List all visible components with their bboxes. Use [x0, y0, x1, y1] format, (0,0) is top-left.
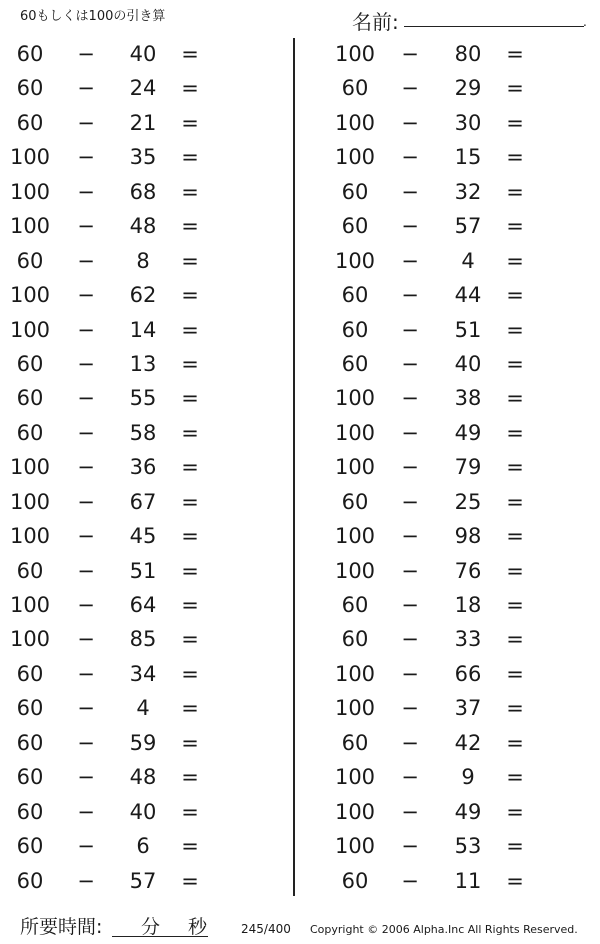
equals-sign: = [506, 386, 524, 411]
copyright-text: Copyright © 2006 Alpha.Inc All Rights Reserved. [310, 923, 578, 936]
subtrahend: 49 [454, 420, 482, 445]
equals-sign: = [506, 834, 524, 859]
seconds-label: 秒 [188, 916, 208, 938]
minus-sign: − [401, 248, 419, 273]
subtrahend: 9 [461, 765, 475, 790]
minus-sign: − [401, 799, 419, 824]
subtrahend: 4 [461, 248, 475, 273]
equals-sign: = [181, 179, 199, 204]
minus-sign: − [401, 593, 419, 617]
equals-sign: = [506, 627, 524, 652]
minuend: 100 [9, 593, 51, 617]
subtrahend: 25 [454, 489, 482, 514]
subtrahend: 42 [454, 730, 482, 755]
subtrahend: 55 [129, 386, 157, 411]
minuend: 60 [341, 351, 369, 376]
minus-sign: − [401, 627, 419, 652]
minuend: 100 [334, 145, 376, 170]
subtrahend: 64 [129, 593, 157, 617]
minuend: 60 [16, 661, 44, 686]
minuend: 60 [341, 593, 369, 617]
minus-sign: − [401, 214, 419, 239]
minuend: 100 [334, 765, 376, 790]
equals-sign: = [181, 42, 199, 66]
minuend: 100 [9, 283, 51, 308]
subtrahend: 51 [454, 317, 482, 342]
minuend: 60 [16, 868, 44, 893]
minuend: 60 [16, 765, 44, 790]
minus-sign: − [77, 248, 95, 273]
minuend: 60 [16, 696, 44, 721]
minus-sign: − [77, 351, 95, 376]
page-count: 245/400 [241, 922, 291, 936]
minus-sign: − [401, 524, 419, 549]
subtrahend: 49 [454, 799, 482, 824]
subtrahend: 57 [129, 868, 157, 893]
equals-sign: = [506, 524, 524, 549]
subtrahend: 48 [129, 765, 157, 790]
minus-sign: − [77, 765, 95, 790]
equals-sign: = [181, 76, 199, 101]
subtrahend: 76 [454, 558, 482, 583]
minuend: 60 [16, 799, 44, 824]
equals-sign: = [181, 283, 199, 308]
name-field-line[interactable] [404, 26, 584, 27]
minuend: 100 [9, 627, 51, 652]
minuend: 100 [334, 42, 376, 66]
minuend: 100 [9, 145, 51, 170]
subtrahend: 79 [454, 455, 482, 480]
worksheet-title: 60もしくは100の引き算 [20, 9, 166, 24]
minuend: 60 [341, 214, 369, 239]
subtrahend: 53 [454, 834, 482, 859]
minuend: 100 [334, 834, 376, 859]
minus-sign: − [77, 283, 95, 308]
subtrahend: 32 [454, 179, 482, 204]
equals-sign: = [506, 593, 524, 617]
footer [0, 912, 600, 944]
minus-sign: − [77, 42, 95, 66]
equals-sign: = [181, 455, 199, 480]
minus-sign: − [77, 661, 95, 686]
subtrahend: 59 [129, 730, 157, 755]
minus-sign: − [77, 799, 95, 824]
subtrahend: 38 [454, 386, 482, 411]
equals-sign: = [506, 868, 524, 893]
minus-sign: − [401, 386, 419, 411]
minuend: 60 [16, 730, 44, 755]
time-label: 所要時間: [20, 916, 103, 938]
subtrahend: 4 [136, 696, 150, 721]
minus-sign: − [77, 386, 95, 411]
equals-sign: = [506, 145, 524, 170]
minuend: 60 [16, 248, 44, 273]
equals-sign: = [506, 351, 524, 376]
minuend: 100 [334, 420, 376, 445]
minuend: 60 [341, 868, 369, 893]
minus-sign: − [401, 455, 419, 480]
minus-sign: − [401, 834, 419, 859]
minuend: 60 [341, 76, 369, 101]
equals-sign: = [506, 799, 524, 824]
minus-sign: − [401, 283, 419, 308]
minus-sign: − [77, 110, 95, 135]
minuend: 100 [334, 248, 376, 273]
equals-sign: = [181, 765, 199, 790]
minuend: 60 [341, 317, 369, 342]
minuend: 100 [334, 558, 376, 583]
subtrahend: 45 [129, 524, 157, 549]
equals-sign: = [181, 799, 199, 824]
minuend: 100 [334, 661, 376, 686]
subtrahend: 35 [129, 145, 157, 170]
minus-sign: − [401, 661, 419, 686]
subtrahend: 68 [129, 179, 157, 204]
minus-sign: − [77, 317, 95, 342]
minuend: 60 [16, 386, 44, 411]
minus-sign: − [401, 765, 419, 790]
equals-sign: = [181, 420, 199, 445]
equals-sign: = [181, 868, 199, 893]
minuend: 60 [341, 627, 369, 652]
equals-sign: = [181, 627, 199, 652]
subtrahend: 29 [454, 76, 482, 101]
subtrahend: 37 [454, 696, 482, 721]
minuend: 100 [334, 524, 376, 549]
minuend: 100 [334, 455, 376, 480]
subtrahend: 57 [454, 214, 482, 239]
equals-sign: = [506, 283, 524, 308]
minus-sign: − [401, 110, 419, 135]
minus-sign: − [401, 145, 419, 170]
minuend: 100 [9, 455, 51, 480]
minus-sign: − [77, 558, 95, 583]
minus-sign: − [77, 76, 95, 101]
minuend: 60 [16, 42, 44, 66]
minuend: 100 [9, 489, 51, 514]
minuend: 100 [334, 110, 376, 135]
equals-sign: = [506, 76, 524, 101]
subtrahend: 44 [454, 283, 482, 308]
equals-sign: = [181, 351, 199, 376]
subtrahend: 85 [129, 627, 157, 652]
minus-sign: − [401, 489, 419, 514]
subtrahend: 62 [129, 283, 157, 308]
minus-sign: − [401, 351, 419, 376]
equals-sign: = [506, 696, 524, 721]
minus-sign: − [77, 489, 95, 514]
minus-sign: − [77, 524, 95, 549]
minus-sign: − [401, 76, 419, 101]
subtrahend: 18 [454, 593, 482, 617]
minus-sign: − [401, 317, 419, 342]
equals-sign: = [506, 765, 524, 790]
subtrahend: 40 [129, 799, 157, 824]
equals-sign: = [181, 730, 199, 755]
subtrahend: 67 [129, 489, 157, 514]
minus-sign: − [77, 593, 95, 617]
minus-sign: − [401, 696, 419, 721]
equals-sign: = [506, 110, 524, 135]
equals-sign: = [506, 317, 524, 342]
equals-sign: = [181, 110, 199, 135]
subtrahend: 21 [129, 110, 157, 135]
equals-sign: = [181, 661, 199, 686]
equals-sign: = [506, 489, 524, 514]
minus-sign: − [77, 179, 95, 204]
subtrahend: 58 [129, 420, 157, 445]
minuend: 60 [341, 489, 369, 514]
subtrahend: 8 [136, 248, 150, 273]
minus-sign: − [77, 214, 95, 239]
subtrahend: 40 [129, 42, 157, 66]
minus-sign: − [77, 420, 95, 445]
equals-sign: = [506, 420, 524, 445]
minus-sign: − [401, 42, 419, 66]
equals-sign: = [181, 524, 199, 549]
minuend: 100 [9, 524, 51, 549]
minuend: 100 [9, 179, 51, 204]
equals-sign: = [181, 317, 199, 342]
minuend: 60 [16, 76, 44, 101]
minus-sign: − [77, 696, 95, 721]
minus-sign: − [77, 145, 95, 170]
column-divider [293, 38, 295, 896]
subtrahend: 11 [454, 868, 482, 893]
minuend: 60 [341, 730, 369, 755]
equals-sign: = [506, 248, 524, 273]
minus-sign: − [401, 179, 419, 204]
equals-sign: = [506, 42, 524, 66]
equals-sign: = [506, 661, 524, 686]
equals-sign: = [506, 558, 524, 583]
minus-sign: − [77, 730, 95, 755]
minuend: 60 [16, 834, 44, 859]
subtrahend: 6 [136, 834, 150, 859]
equals-sign: = [181, 834, 199, 859]
subtrahend: 40 [454, 351, 482, 376]
minutes-label: 分 [141, 916, 161, 938]
minus-sign: − [77, 455, 95, 480]
minuend: 60 [16, 558, 44, 583]
minuend: 60 [341, 283, 369, 308]
minuend: 100 [334, 386, 376, 411]
subtrahend: 66 [454, 661, 482, 686]
subtrahend: 30 [454, 110, 482, 135]
equals-sign: = [506, 730, 524, 755]
subtrahend: 51 [129, 558, 157, 583]
equals-sign: = [181, 145, 199, 170]
subtrahend: 24 [129, 76, 157, 101]
minuend: 60 [16, 420, 44, 445]
equals-sign: = [181, 386, 199, 411]
minuend: 100 [334, 696, 376, 721]
equals-sign: = [181, 214, 199, 239]
equals-sign: = [181, 593, 199, 617]
minuend: 60 [16, 351, 44, 376]
name-label: 名前: [352, 10, 399, 34]
equals-sign: = [181, 489, 199, 514]
minus-sign: − [77, 834, 95, 859]
minus-sign: − [401, 868, 419, 893]
minuend: 100 [9, 317, 51, 342]
subtrahend: 98 [454, 524, 482, 549]
subtrahend: 13 [129, 351, 157, 376]
subtrahend: 34 [129, 661, 157, 686]
minuend: 100 [334, 799, 376, 824]
subtrahend: 14 [129, 317, 157, 342]
equals-sign: = [506, 455, 524, 480]
subtrahend: 33 [454, 627, 482, 652]
minuend: 60 [16, 110, 44, 135]
minus-sign: − [401, 420, 419, 445]
equals-sign: = [181, 558, 199, 583]
equals-sign: = [181, 248, 199, 273]
equals-sign: = [181, 696, 199, 721]
subtrahend: 36 [129, 455, 157, 480]
minus-sign: − [77, 868, 95, 893]
subtrahend: 80 [454, 42, 482, 66]
minus-sign: − [77, 627, 95, 652]
equals-sign: = [506, 179, 524, 204]
subtrahend: 48 [129, 214, 157, 239]
minuend: 60 [341, 179, 369, 204]
minus-sign: − [401, 558, 419, 583]
subtrahend: 15 [454, 145, 482, 170]
minus-sign: − [401, 730, 419, 755]
name-field-dot: . [583, 15, 587, 29]
equals-sign: = [506, 214, 524, 239]
minuend: 100 [9, 214, 51, 239]
